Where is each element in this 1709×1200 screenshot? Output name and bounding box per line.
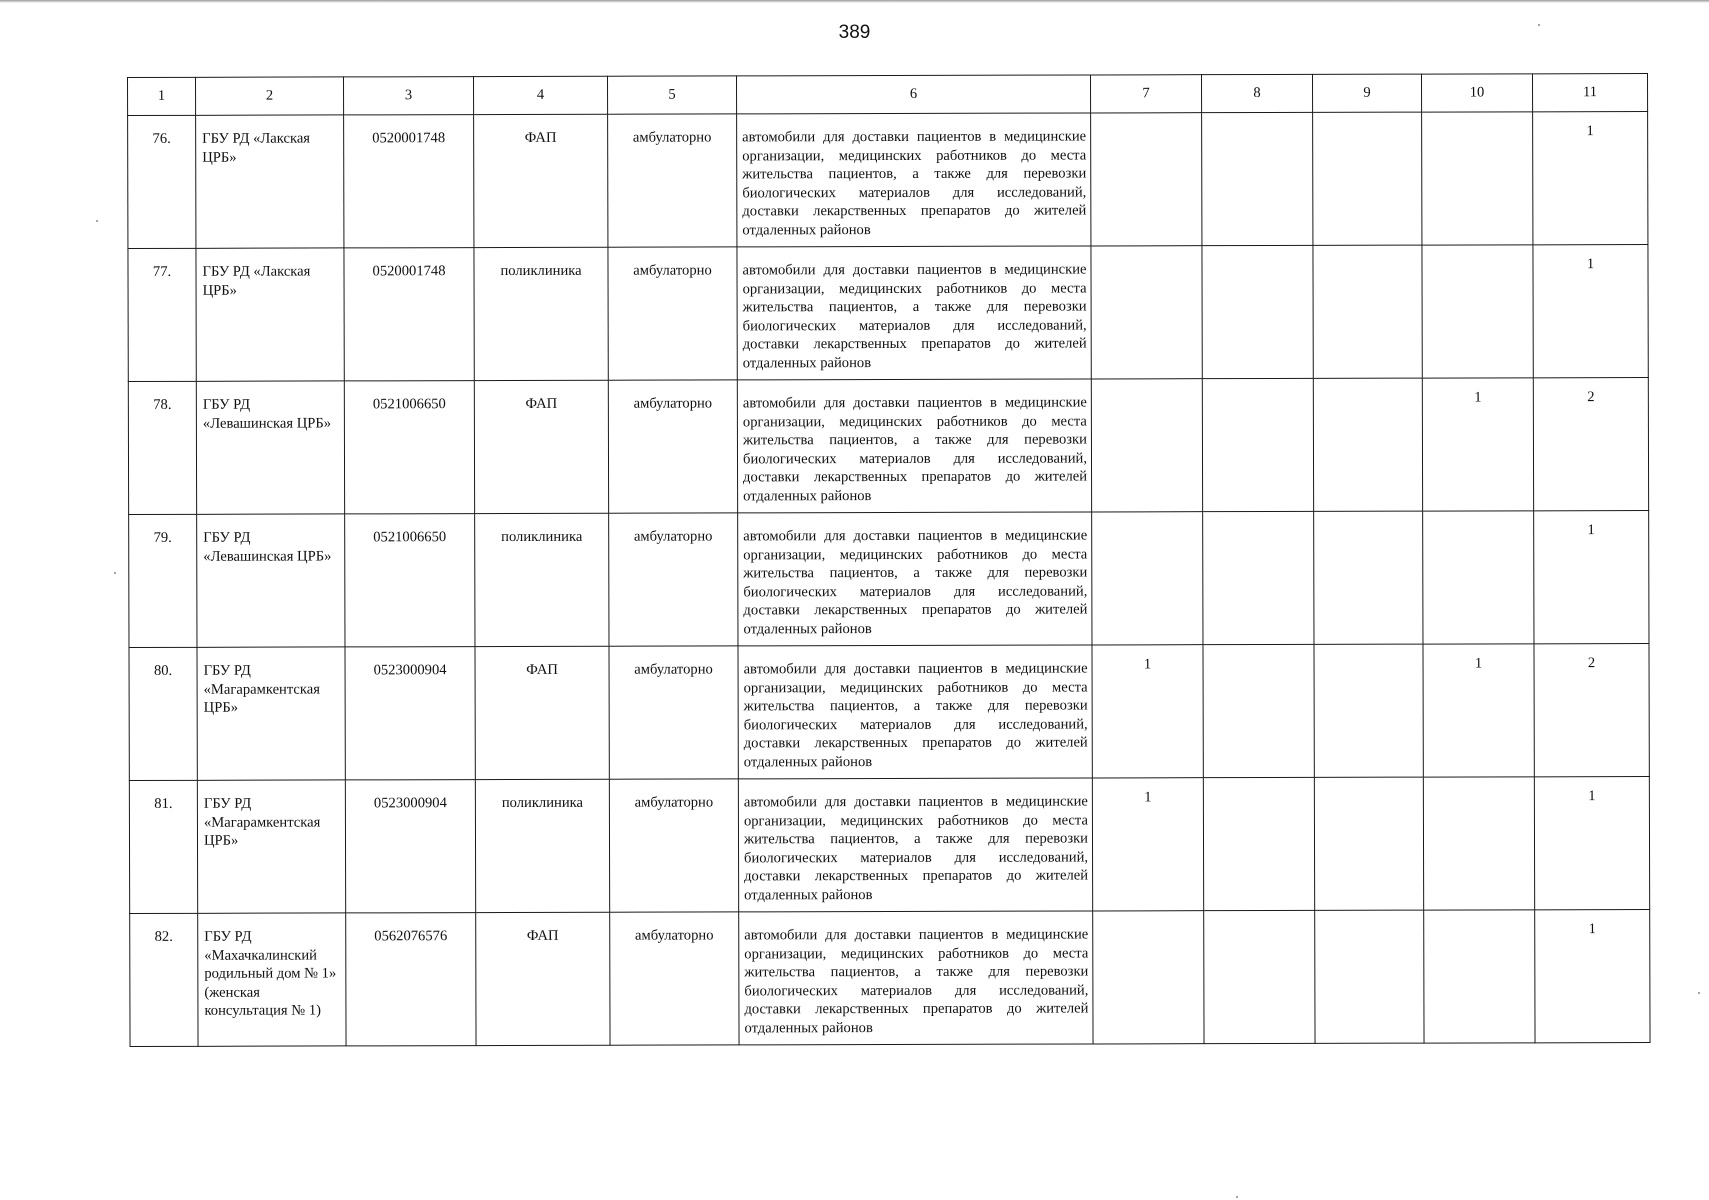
vehicle-purpose: автомобили для доставки пациентов в медицинские организации, медицинских работников до места жительства пациентов, а также для перевозки биологических материалов для исследований, доставки лекарственных препаратов до жителей отдаленных районов: [739, 911, 1093, 1045]
inn-code: 0521006650: [345, 514, 475, 647]
column-header: 6: [736, 75, 1090, 114]
vehicle-purpose: автомобили для доставки пациентов в медицинские организации, медицинских работников до места жительства пациентов, а также для перевозки биологических материалов для исследований, доставки лекарственных препаратов до жителей отдаленных районов: [737, 113, 1091, 247]
inn-code: 0562076576: [346, 913, 476, 1046]
count-col-11: 2: [1533, 378, 1648, 511]
vehicle-purpose: автомобили для доставки пациентов в медицинские организации, медицинских работников до места жительства пациентов, а также для перевозки биологических материалов для исследований, доставки лекарственных препаратов до жителей отдаленных районов: [738, 645, 1092, 779]
count-col-10: 1: [1422, 378, 1533, 511]
count-col-11: 1: [1534, 511, 1649, 644]
count-col-11: 2: [1534, 644, 1649, 777]
row-number: 76.: [128, 115, 196, 248]
row-number: 82.: [130, 913, 198, 1046]
unit-type: поликлиника: [475, 779, 609, 912]
care-mode: амбулаторно: [608, 247, 737, 380]
scan-speck: [1236, 1196, 1238, 1198]
care-mode: амбулаторно: [608, 114, 737, 247]
table-row: [128, 112, 1648, 249]
inn-code: 0521006650: [344, 381, 474, 514]
count-col-7: 1: [1092, 778, 1203, 911]
table-row: [129, 644, 1649, 781]
count-col-7: [1091, 113, 1202, 246]
care-mode: амбулаторно: [610, 912, 739, 1045]
count-col-8: [1203, 777, 1314, 910]
column-header: 1: [128, 77, 196, 115]
page-number: 389: [838, 22, 871, 43]
inn-code: 0520001748: [344, 248, 474, 381]
scan-speck: [114, 572, 116, 574]
count-col-9: [1313, 378, 1422, 511]
row-number: 79.: [129, 514, 197, 647]
count-col-10: 1: [1423, 644, 1534, 777]
count-col-8: [1203, 511, 1314, 644]
count-col-11: 1: [1534, 777, 1649, 910]
inn-code: 0523000904: [345, 780, 475, 913]
table-row: [128, 378, 1648, 515]
scan-speck: [1538, 24, 1540, 26]
care-mode: амбулаторно: [609, 513, 738, 646]
table-row: [130, 910, 1650, 1047]
count-col-9: [1313, 112, 1422, 245]
inn-code: 0520001748: [344, 115, 474, 248]
count-col-10: [1422, 245, 1533, 378]
count-col-9: [1314, 644, 1423, 777]
column-header: 7: [1090, 75, 1201, 113]
column-header: 5: [607, 76, 736, 114]
count-col-8: [1203, 644, 1314, 777]
scan-edge: [0, 0, 1709, 3]
count-col-7: [1093, 911, 1204, 1044]
count-col-7: [1091, 246, 1202, 379]
column-header: 11: [1532, 74, 1647, 112]
care-mode: амбулаторно: [609, 646, 738, 779]
row-number: 80.: [129, 647, 197, 780]
organization-name: ГБУ РД «Магарамкентская ЦРБ»: [197, 647, 345, 780]
scan-speck: [96, 220, 98, 222]
column-header: 4: [474, 76, 608, 114]
count-col-9: [1313, 245, 1422, 378]
unit-type: поликлиника: [475, 513, 609, 646]
table-row: [128, 245, 1648, 382]
header-row: [128, 74, 1648, 116]
organization-name: ГБУ РД «Магарамкентская ЦРБ»: [197, 780, 345, 913]
unit-type: поликлиника: [474, 247, 608, 380]
table-row: [129, 777, 1649, 914]
count-col-9: [1314, 511, 1423, 644]
count-col-8: [1202, 112, 1313, 245]
inn-code: 0523000904: [345, 647, 475, 780]
vehicle-purpose: автомобили для доставки пациентов в медицинские организации, медицинских работников до места жительства пациентов, а также для перевозки биологических материалов для исследований, доставки лекарственных препаратов до жителей отдаленных районов: [738, 778, 1092, 912]
vehicle-purpose: автомобили для доставки пациентов в медицинские организации, медицинских работников до места жительства пациентов, а также для перевозки биологических материалов для исследований, доставки лекарственных препаратов до жителей отдаленных районов: [738, 512, 1092, 646]
count-col-11: 1: [1535, 910, 1650, 1043]
count-col-10: [1423, 511, 1534, 644]
column-header: 3: [344, 77, 474, 115]
count-col-7: [1092, 512, 1203, 645]
count-col-7: [1091, 379, 1202, 512]
unit-type: ФАП: [474, 114, 608, 247]
column-header: 9: [1312, 74, 1421, 112]
scan-speck: [1698, 992, 1700, 994]
count-col-10: [1422, 112, 1533, 245]
organization-name: ГБУ РД «Лакская ЦРБ»: [196, 115, 344, 248]
organization-name: ГБУ РД «Махачкалинский родильный дом № 1» (женская консультация № 1): [198, 913, 346, 1046]
count-col-9: [1314, 777, 1423, 910]
column-header: 10: [1421, 74, 1532, 112]
count-col-11: 1: [1533, 112, 1648, 245]
unit-type: ФАП: [474, 380, 608, 513]
row-number: 77.: [128, 248, 196, 381]
column-header: 2: [196, 77, 344, 115]
unit-type: ФАП: [475, 646, 609, 779]
count-col-11: 1: [1533, 245, 1648, 378]
count-col-8: [1204, 910, 1315, 1043]
organization-name: ГБУ РД «Левашинская ЦРБ»: [197, 514, 345, 647]
row-number: 81.: [129, 780, 197, 913]
care-mode: амбулаторно: [608, 380, 737, 513]
count-col-7: 1: [1092, 645, 1203, 778]
unit-type: ФАП: [476, 912, 610, 1045]
data-table: [127, 73, 1651, 1047]
vehicle-purpose: автомобили для доставки пациентов в медицинские организации, медицинских работников до места жительства пациентов, а также для перевозки биологических материалов для исследований, доставки лекарственных препаратов до жителей отдаленных районов: [737, 379, 1091, 513]
table-row: [129, 511, 1649, 648]
vehicle-purpose: автомобили для доставки пациентов в медицинские организации, медицинских работников до места жительства пациентов, а также для перевозки биологических материалов для исследований, доставки лекарственных препаратов до жителей отдаленных районов: [737, 246, 1091, 380]
count-col-10: [1424, 910, 1535, 1043]
count-col-10: [1423, 777, 1534, 910]
care-mode: амбулаторно: [609, 779, 738, 912]
count-col-9: [1315, 910, 1424, 1043]
organization-name: ГБУ РД «Левашинская ЦРБ»: [196, 381, 344, 514]
organization-name: ГБУ РД «Лакская ЦРБ»: [196, 248, 344, 381]
row-number: 78.: [128, 381, 196, 514]
count-col-8: [1202, 378, 1313, 511]
column-header: 8: [1201, 74, 1312, 112]
count-col-8: [1202, 245, 1313, 378]
